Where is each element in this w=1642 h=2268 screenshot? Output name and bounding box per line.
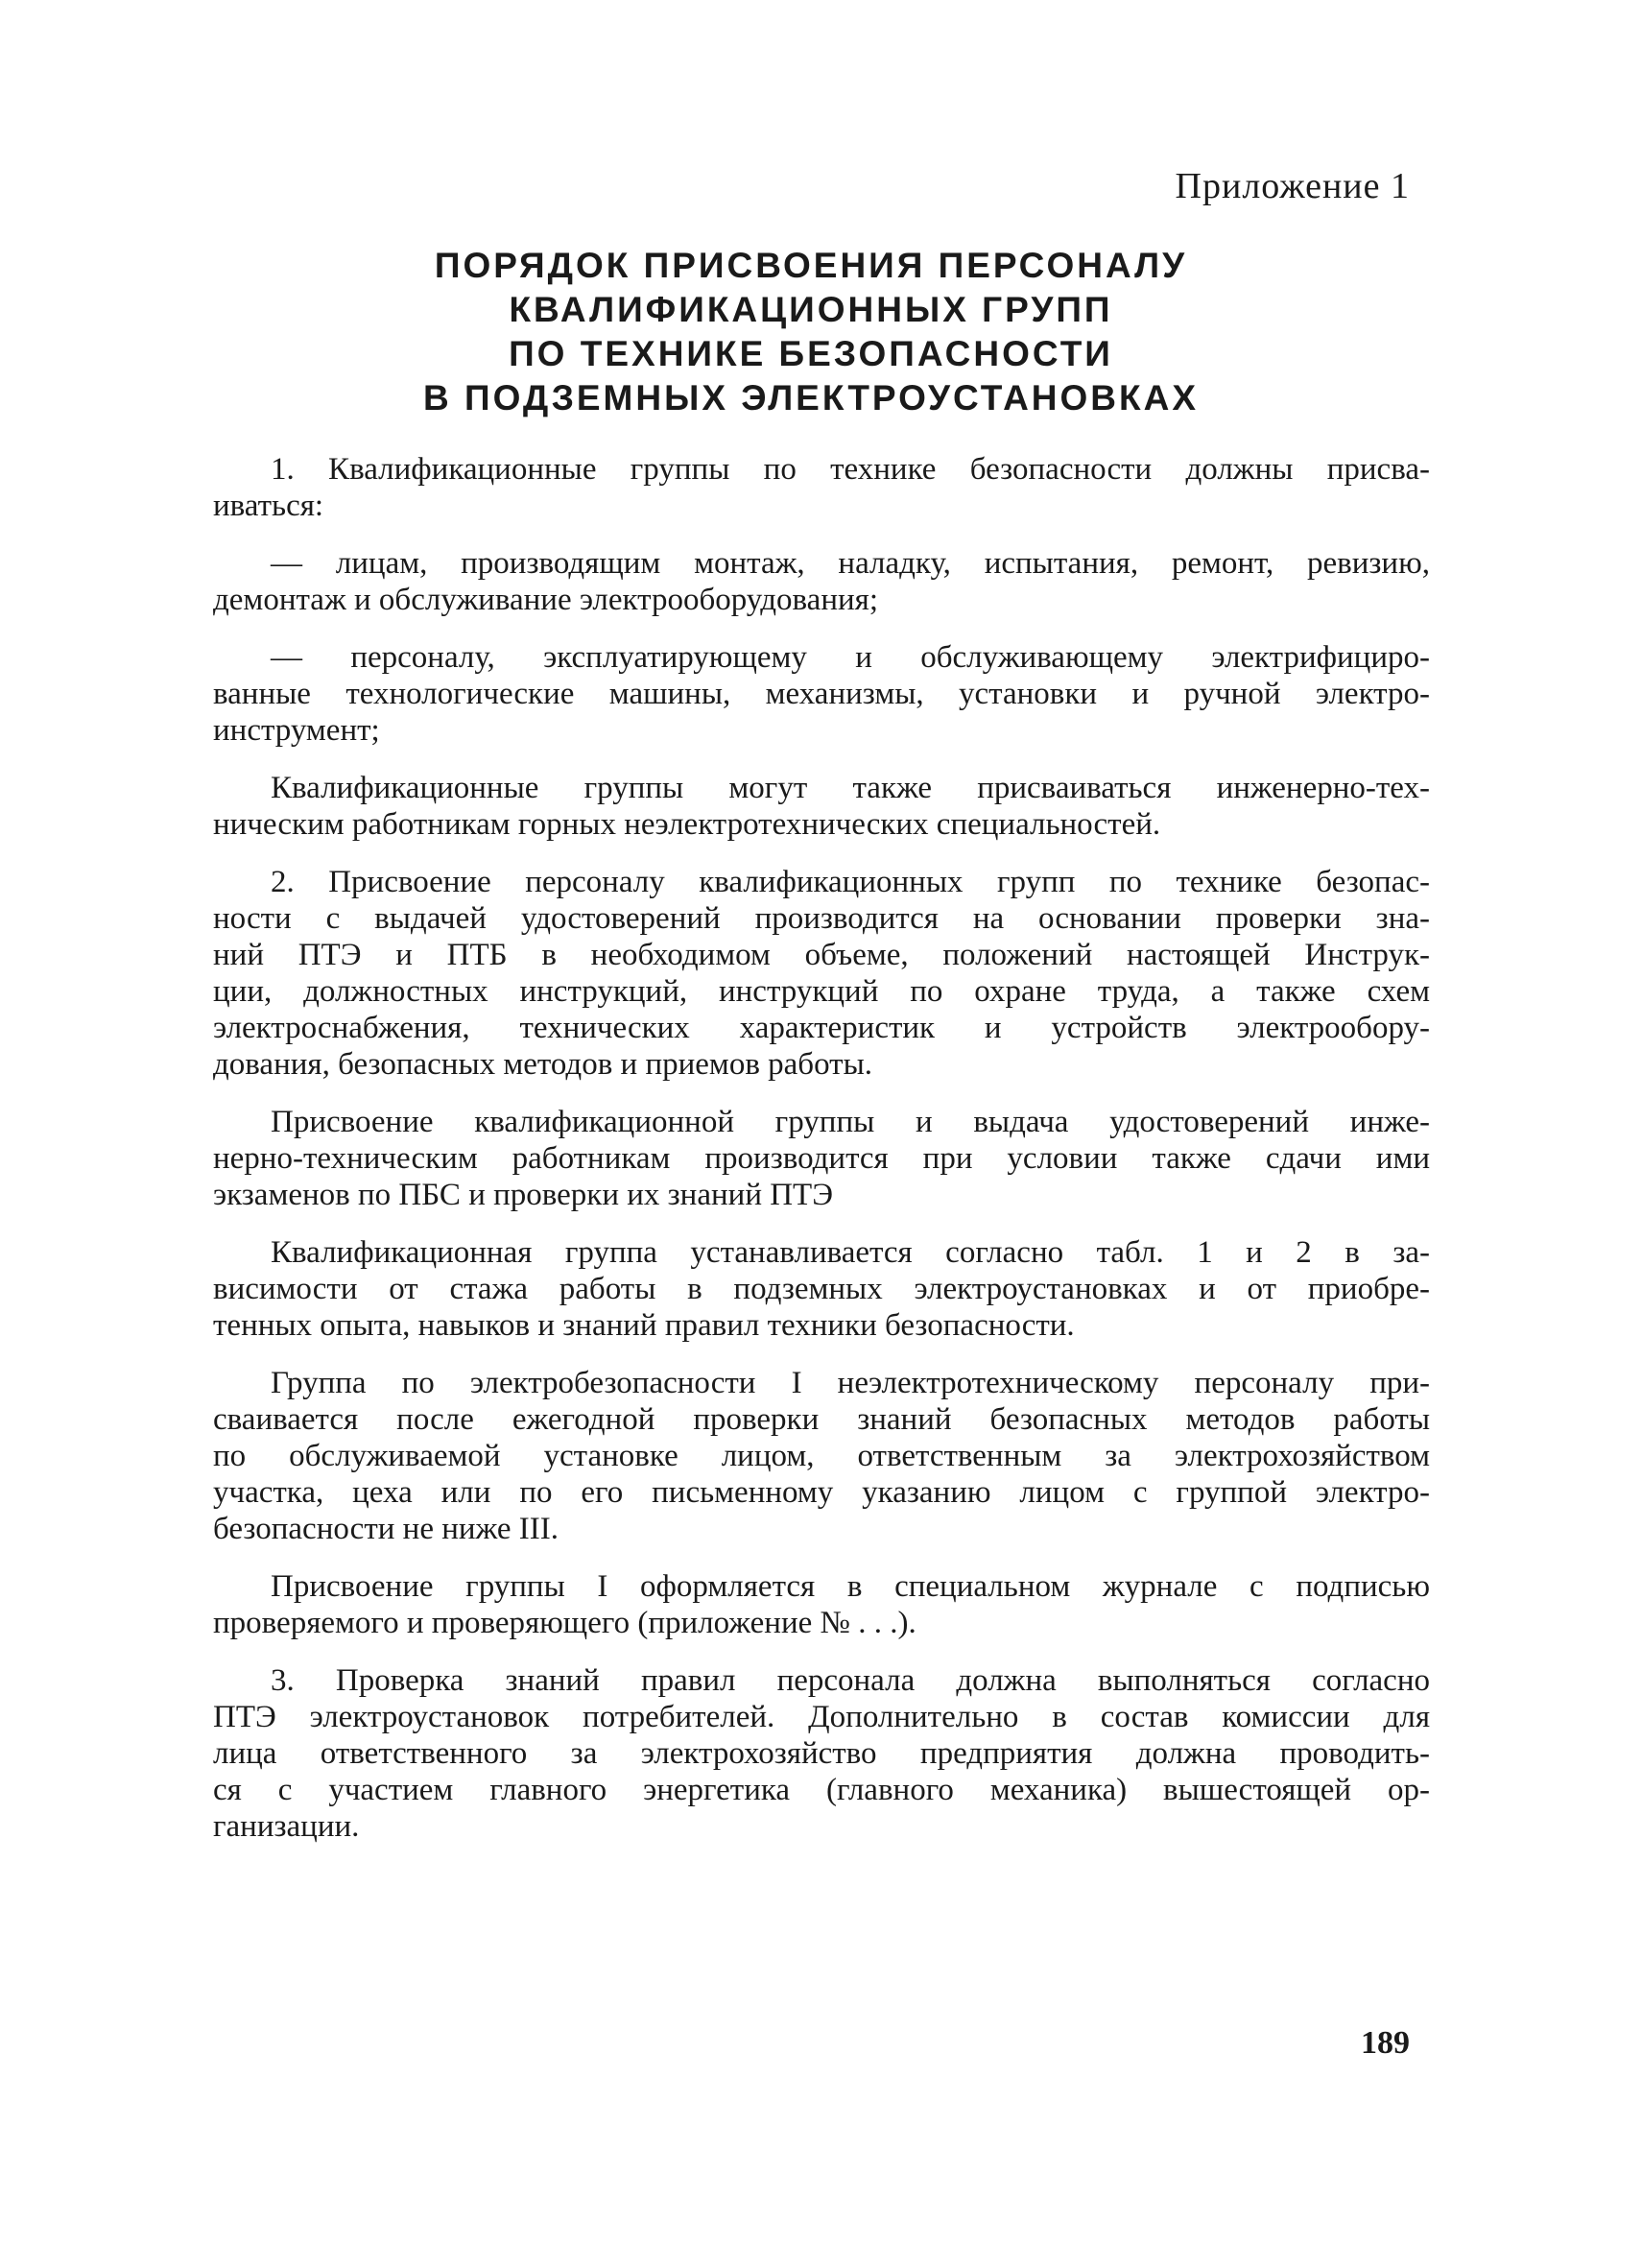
- title-line: ПО ТЕХНИКЕ БЕЗОПАСНОСТИ: [509, 334, 1113, 373]
- paragraph-line: Группа по электробезопасности I неэлектротехническому персоналу при-: [271, 1366, 1430, 1400]
- paragraph-line: 3. Проверка знаний правил персонала должна выполняться согласно: [271, 1663, 1430, 1698]
- paragraph: [213, 1104, 1430, 1213]
- paragraph-line: сваивается после ежегодной проверки знаний безопасных методов работы: [213, 1402, 1430, 1437]
- paragraph-line: ности с выдачей удостоверений производится на основании проверки зна-: [213, 901, 1430, 936]
- title-line: В ПОДЗЕМНЫХ ЭЛЕКТРОУСТАНОВКАХ: [423, 378, 1199, 418]
- paragraph: [213, 1662, 1430, 1845]
- paragraph: [213, 451, 1430, 524]
- paragraph: [213, 639, 1430, 749]
- paragraph: [213, 545, 1430, 618]
- page-number: 189: [1361, 2025, 1410, 2061]
- paragraph-line: ПТЭ электроустановок потребителей. Дополнительно в состав комиссии для: [213, 1700, 1430, 1734]
- paragraph-line: ганизации.: [213, 1809, 360, 1844]
- appendix-label: Приложение 1: [1175, 166, 1410, 206]
- paragraph-line: ции, должностных инструкций, инструкций по охране труда, а также схем: [213, 974, 1430, 1009]
- paragraph-line: Присвоение квалификационной группы и выдача удостоверений инже-: [271, 1105, 1430, 1139]
- paragraph-line: Присвоение группы I оформляется в специальном журнале с подписью: [271, 1569, 1430, 1604]
- paragraph-line: проверяемого и проверяющего (приложение № . . .).: [213, 1606, 916, 1640]
- paragraph: [213, 1568, 1430, 1641]
- paragraph-line: Квалификационная группа устанавливается согласно табл. 1 и 2 в за-: [271, 1235, 1430, 1270]
- paragraph: [213, 1234, 1430, 1344]
- paragraph-line: безопасности не ниже III.: [213, 1512, 559, 1546]
- paragraph-line: 2. Присвоение персоналу квалификационных групп по технике безопас-: [271, 865, 1430, 899]
- paragraph-line: дования, безопасных методов и приемов работы.: [213, 1047, 872, 1082]
- paragraph: [213, 770, 1430, 843]
- paragraph-line: нерно-техническим работникам производится при условии также сдачи ими: [213, 1141, 1430, 1176]
- paragraph-line: — персоналу, эксплуатирующему и обслуживающему электрифициро-: [271, 640, 1430, 675]
- paragraph-line: — лицам, производящим монтаж, наладку, испытания, ремонт, ревизию,: [271, 546, 1430, 581]
- paragraph-line: ванные технологические машины, механизмы, установки и ручной электро-: [213, 677, 1430, 711]
- document-body: [213, 451, 1430, 1866]
- paragraph-line: тенных опыта, навыков и знаний правил техники безопасности.: [213, 1308, 1075, 1343]
- paragraph-line: ний ПТЭ и ПТБ в необходимом объеме, положений настоящей Инструк-: [213, 938, 1430, 972]
- paragraph-line: участка, цеха или по его письменному указанию лицом с группой электро-: [213, 1475, 1430, 1510]
- title-line: КВАЛИФИКАЦИОННЫХ ГРУПП: [509, 290, 1113, 329]
- document-title: [288, 244, 1334, 420]
- paragraph-line: по обслуживаемой установке лицом, ответственным за электрохозяйством: [213, 1439, 1430, 1473]
- paragraph: [213, 864, 1430, 1083]
- paragraph-line: демонтаж и обслуживание электрооборудования;: [213, 583, 878, 617]
- paragraph: [213, 1365, 1430, 1547]
- paragraph-line: электроснабжения, технических характеристик и устройств электрообору-: [213, 1011, 1430, 1045]
- paragraph-line: экзаменов по ПБС и проверки их знаний ПТЭ: [213, 1178, 833, 1212]
- paragraph-line: иваться:: [213, 489, 324, 523]
- title-line: ПОРЯДОК ПРИСВОЕНИЯ ПЕРСОНАЛУ: [434, 246, 1188, 285]
- paragraph-line: лица ответственного за электрохозяйство предприятия должна проводить-: [213, 1736, 1430, 1771]
- paragraph-line: ся с участием главного энергетика (главного механика) вышестоящей ор-: [213, 1773, 1430, 1807]
- paragraph-line: висимости от стажа работы в подземных электроустановках и от приобре-: [213, 1272, 1430, 1306]
- paragraph-line: 1. Квалификационные группы по технике безопасности должны присва-: [271, 452, 1430, 487]
- paragraph-line: ническим работникам горных неэлектротехнических специальностей.: [213, 807, 1161, 842]
- paragraph-line: Квалификационные группы могут также присваиваться инженерно-тех-: [271, 771, 1430, 805]
- paragraph-line: инструмент;: [213, 713, 380, 748]
